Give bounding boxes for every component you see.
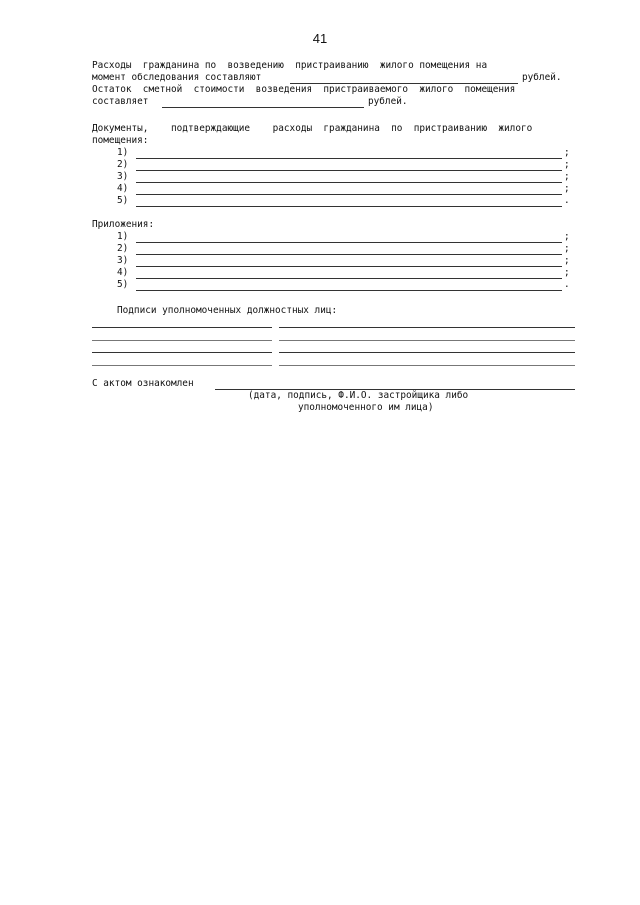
documents-item-end: ; [564,147,570,158]
acquainted-caption-line-2: уполномоченного им лица) [298,402,434,413]
acquainted-caption-line-1: (дата, подпись, Ф.И.О. застройщика либо [248,390,469,401]
attachments-heading: Приложения: [92,219,155,230]
expenses-line-3: Остаток сметной стоимости возведения пристраиваемого жилого помещения [92,84,516,95]
documents-item-blank[interactable] [136,194,562,195]
attachments-item-end: ; [564,255,570,266]
documents-heading-line-1: Документы, подтверждающие расходы гражданина по пристраиванию жилого [92,123,533,134]
expenses-line-4-prefix: составляет [92,96,149,107]
signature-position-blank[interactable] [92,340,272,341]
attachments-item-blank[interactable] [136,278,562,279]
documents-item-end: . [564,195,570,206]
signature-position-blank[interactable] [92,352,272,353]
attachments-item-number: 5) [117,279,129,290]
signature-position-blank[interactable] [92,327,272,328]
signature-name-blank[interactable] [279,365,575,366]
attachments-item-blank[interactable] [136,290,562,291]
documents-item-number: 3) [117,171,129,182]
documents-item-number: 1) [117,147,129,158]
attachments-item-number: 1) [117,231,129,242]
attachments-item-end: . [564,279,570,290]
signatures-heading: Подписи уполномоченных должностных лиц: [117,305,338,316]
attachments-item-number: 3) [117,255,129,266]
signature-name-blank[interactable] [279,327,575,328]
documents-item-number: 5) [117,195,129,206]
attachments-item-number: 4) [117,267,129,278]
expenses-line-2-prefix: момент обследования составляют [92,72,262,83]
documents-item-number: 2) [117,159,129,170]
expenses-line-1: Расходы гражданина по возведению пристраиванию жилого помещения на [92,60,488,71]
expenses-line-2-suffix: рублей. [522,72,562,83]
signature-position-blank[interactable] [92,365,272,366]
signature-name-blank[interactable] [279,352,575,353]
page-number: 41 [312,31,328,46]
documents-item-number: 4) [117,183,129,194]
expenses-line-4-suffix: рублей. [368,96,408,107]
remaining-cost-blank[interactable] [162,107,364,108]
documents-item-blank[interactable] [136,158,562,159]
documents-item-end: ; [564,183,570,194]
attachments-item-end: ; [564,231,570,242]
attachments-item-blank[interactable] [136,266,562,267]
documents-item-end: ; [564,159,570,170]
attachments-item-blank[interactable] [136,254,562,255]
attachments-item-end: ; [564,243,570,254]
attachments-item-number: 2) [117,243,129,254]
documents-item-blank[interactable] [136,170,562,171]
documents-item-blank[interactable] [136,182,562,183]
documents-heading-line-2: помещения: [92,135,149,146]
documents-item-end: ; [564,171,570,182]
signature-name-blank[interactable] [279,340,575,341]
acquainted-label: С актом ознакомлен [92,378,194,389]
attachments-item-blank[interactable] [136,242,562,243]
attachments-item-end: ; [564,267,570,278]
documents-item-blank[interactable] [136,206,562,207]
